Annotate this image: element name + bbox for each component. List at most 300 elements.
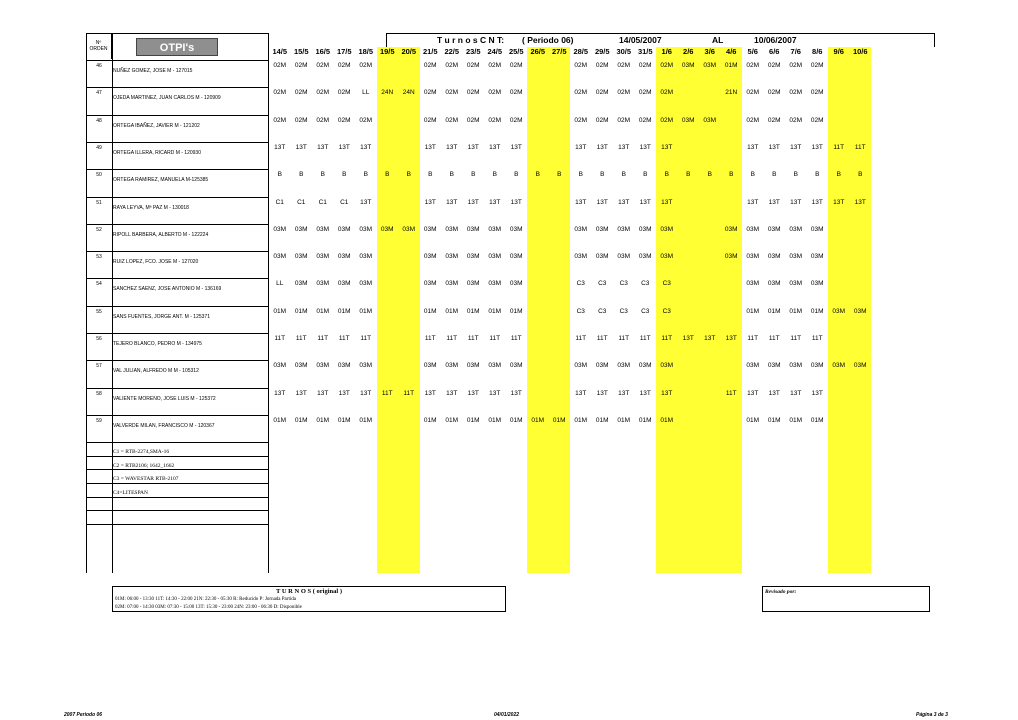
shift-cell: 02M bbox=[746, 62, 760, 69]
weekend-column bbox=[721, 47, 743, 573]
shift-cell: 02M bbox=[359, 116, 373, 124]
day-header: 18/5 bbox=[358, 47, 374, 56]
shift-cell: 11T bbox=[747, 335, 759, 342]
shift-cell: 02M bbox=[595, 89, 609, 97]
day-header: 1/6 bbox=[661, 47, 672, 56]
order-number: 53 bbox=[96, 254, 102, 261]
shift-cell: 13T bbox=[790, 198, 802, 206]
shift-cell: C3 bbox=[576, 307, 585, 315]
shift-cell: 11T bbox=[510, 335, 522, 342]
employee-name: ORTEGA IBAÑEZ, JAVIER M - 121202 bbox=[113, 122, 200, 129]
shift-cell: B bbox=[621, 171, 626, 179]
shift-cell: 02M bbox=[294, 116, 308, 124]
shift-cell: 13T bbox=[446, 143, 458, 151]
shift-cell: 01M bbox=[423, 307, 437, 315]
shift-cell: 02M bbox=[273, 116, 287, 124]
shift-cell: 03M bbox=[660, 253, 674, 261]
shift-cell: 02M bbox=[423, 116, 437, 124]
day-header: 8/6 bbox=[812, 47, 823, 56]
shift-cell: 13T bbox=[424, 389, 436, 397]
shift-cell: 01M bbox=[595, 416, 609, 424]
day-header: 25/5 bbox=[508, 47, 524, 56]
shift-cell: 02M bbox=[638, 116, 652, 124]
shift-cell: 03M bbox=[724, 225, 738, 233]
grid-line bbox=[86, 251, 268, 252]
shift-cell: 03M bbox=[509, 280, 523, 288]
shift-cell: 01M bbox=[273, 307, 287, 315]
shift-cell: 13T bbox=[338, 389, 350, 397]
shift-cell: 24N bbox=[402, 89, 415, 97]
note-line: C1 = RTB-2274,SMA-16 bbox=[113, 449, 170, 456]
shift-cell: 13T bbox=[510, 143, 522, 151]
shift-cell: LL bbox=[362, 89, 370, 97]
shift-cell: C3 bbox=[576, 280, 585, 288]
grid-line bbox=[386, 33, 934, 34]
shift-cell: 01M bbox=[509, 307, 523, 315]
shift-cell: 02M bbox=[316, 89, 330, 97]
day-header: 23/5 bbox=[465, 47, 481, 56]
shift-cell: 02M bbox=[638, 62, 652, 69]
shift-cell: 02M bbox=[316, 62, 330, 69]
grid-line bbox=[86, 224, 268, 225]
shift-cell: 13T bbox=[833, 198, 845, 206]
shift-cell: 03M bbox=[767, 253, 781, 261]
shift-cell: 03M bbox=[574, 225, 588, 233]
shift-cell: B bbox=[428, 171, 433, 179]
shift-cell: 13T bbox=[424, 143, 436, 151]
shift-cell: 03M bbox=[617, 253, 631, 261]
shift-cell: 01M bbox=[810, 307, 824, 315]
shift-cell: B bbox=[449, 171, 454, 179]
shift-cell: 03M bbox=[595, 225, 609, 233]
shift-cell: 13T bbox=[274, 143, 286, 151]
shift-cell: 03M bbox=[445, 280, 459, 288]
date-to: 10/06/2007 bbox=[754, 35, 797, 45]
shift-cell: 11T bbox=[854, 143, 866, 151]
shift-cell: 02M bbox=[466, 62, 480, 69]
day-header: 10/6 bbox=[852, 47, 868, 56]
employee-name: NUÑEZ GOMEZ, JOSE M - 127015 bbox=[113, 68, 193, 74]
shift-cell: 13T bbox=[360, 143, 372, 151]
shift-cell: 02M bbox=[810, 62, 824, 69]
shift-cell: B bbox=[342, 171, 347, 179]
shift-cell: 03M bbox=[832, 307, 846, 315]
shift-cell: 03M bbox=[423, 225, 437, 233]
shift-cell: 01M bbox=[660, 416, 674, 424]
shift-cell: 03M bbox=[466, 225, 480, 233]
day-header: 3/6 bbox=[704, 47, 715, 56]
shift-cell: 11T bbox=[317, 335, 329, 342]
shift-cell: B bbox=[643, 171, 648, 179]
shift-cell: 13T bbox=[618, 198, 630, 206]
shift-cell: 02M bbox=[488, 89, 502, 97]
shift-cell: 13T bbox=[725, 335, 737, 342]
shift-cell: 01M bbox=[789, 416, 803, 424]
shift-cell: 02M bbox=[509, 89, 523, 97]
shift-cell: 03M bbox=[638, 253, 652, 261]
legend-line-1: 01M: 06:00 - 13:30 11T: 14:30 - 22:00 21N: 22:30 - 05:30 R: Reducido P: Jornada Partida bbox=[115, 597, 296, 602]
shift-cell: 02M bbox=[273, 89, 287, 97]
weekend-column bbox=[398, 47, 420, 573]
shift-cell: 03M bbox=[337, 280, 351, 288]
grid-line bbox=[86, 469, 268, 470]
shift-cell: 11T bbox=[639, 335, 651, 342]
shift-cell: 13T bbox=[747, 143, 759, 151]
shift-cell: 01M bbox=[509, 416, 523, 424]
shift-cell: B bbox=[600, 171, 605, 179]
legend-line-2: 02M: 07:00 - 14:30 03M: 07:30 - 15:00 13T: 15:30 - 23:00 24N: 23:00 - 06:30 D: Disponible bbox=[115, 605, 302, 610]
shift-cell: 01M bbox=[359, 307, 373, 315]
shift-cell: B bbox=[535, 171, 540, 179]
shift-cell: C1 bbox=[318, 198, 327, 206]
shift-cell: 03M bbox=[445, 225, 459, 233]
shift-cell: 13T bbox=[747, 389, 759, 397]
day-header: 21/5 bbox=[422, 47, 438, 56]
shift-cell: 03M bbox=[445, 362, 459, 370]
shift-cell: 03M bbox=[832, 362, 846, 370]
shift-cell: 03M bbox=[273, 225, 287, 233]
shift-cell: 02M bbox=[423, 62, 437, 69]
shift-cell: 03M bbox=[746, 225, 760, 233]
shift-cell: 13T bbox=[596, 198, 608, 206]
shift-cell: 11T bbox=[489, 335, 501, 342]
day-header: 5/6 bbox=[747, 47, 758, 56]
shift-cell: 13T bbox=[489, 143, 501, 151]
shift-cell: B bbox=[471, 171, 476, 179]
grid-line bbox=[86, 306, 268, 307]
shift-cell: 02M bbox=[660, 62, 674, 69]
shift-cell: 02M bbox=[617, 89, 631, 97]
employee-name: RUIZ LOPEZ, FCO. JOSE M - 127020 bbox=[113, 259, 199, 266]
shift-cell: 11T bbox=[833, 143, 845, 151]
employee-name: OJEDA MARTINEZ, JUAN CARLOS M - 120909 bbox=[113, 95, 221, 102]
shift-cell: 11T bbox=[575, 335, 587, 342]
shift-cell: 13T bbox=[661, 389, 673, 397]
shift-cell: 13T bbox=[811, 198, 823, 206]
shift-cell: B bbox=[729, 171, 734, 179]
employee-name: SANCHEZ SAENZ, JOSE ANTONIO M - 136169 bbox=[113, 286, 222, 293]
shift-cell: 03M bbox=[294, 362, 308, 370]
order-number: 57 bbox=[96, 363, 102, 370]
shift-cell: 03M bbox=[359, 225, 373, 233]
shift-cell: 01M bbox=[273, 416, 287, 424]
shift-cell: 13T bbox=[682, 335, 694, 342]
shift-cell: 21N bbox=[725, 89, 738, 97]
shift-cell: 03M bbox=[810, 225, 824, 233]
shift-cell: C3 bbox=[598, 307, 607, 315]
shift-cell: 01M bbox=[423, 416, 437, 424]
shift-cell: B bbox=[750, 171, 755, 179]
shift-cell: 03M bbox=[359, 280, 373, 288]
shift-cell: B bbox=[686, 171, 691, 179]
shift-cell: 01M bbox=[466, 416, 480, 424]
shift-cell: 03M bbox=[273, 253, 287, 261]
shift-cell: B bbox=[363, 171, 368, 179]
shift-cell: 03M bbox=[810, 362, 824, 370]
shift-cell: B bbox=[385, 171, 390, 179]
weekend-column bbox=[549, 47, 571, 573]
shift-cell: 01M bbox=[574, 416, 588, 424]
shift-cell: LL bbox=[276, 280, 284, 288]
shift-cell: 03M bbox=[681, 116, 695, 124]
grid-line bbox=[86, 442, 268, 443]
shift-cell: 13T bbox=[424, 198, 436, 206]
shift-cell: 11T bbox=[618, 335, 630, 342]
shift-cell: 03M bbox=[681, 62, 695, 69]
shift-cell: 01M bbox=[617, 416, 631, 424]
employee-name: ORTEGA ILLERA, RICARD M - 120930 bbox=[113, 149, 201, 156]
employee-name: TEJERO BLANCO, PEDRO M - 134975 bbox=[113, 341, 202, 347]
shift-cell: 03M bbox=[746, 362, 760, 370]
shift-legend bbox=[112, 586, 506, 612]
shift-cell: 03M bbox=[789, 362, 803, 370]
shift-cell: 11T bbox=[790, 335, 802, 342]
shift-cell: 01M bbox=[294, 307, 308, 315]
shift-cell: 11T bbox=[661, 335, 673, 342]
shift-cell: 11T bbox=[381, 389, 393, 397]
shift-cell: 13T bbox=[446, 389, 458, 397]
shift-cell: 03M bbox=[294, 225, 308, 233]
grid-line bbox=[86, 415, 268, 416]
grid-line bbox=[934, 33, 935, 47]
shift-cell: C1 bbox=[340, 198, 349, 206]
shift-cell: 02M bbox=[273, 62, 287, 69]
employee-name: RAYA LEYVA, Mª PAZ M - 130018 bbox=[113, 204, 189, 211]
shift-cell: 13T bbox=[575, 198, 587, 206]
shift-cell: 11T bbox=[725, 389, 737, 397]
shift-cell: C3 bbox=[598, 280, 607, 288]
shift-cell: C3 bbox=[641, 307, 650, 315]
shift-cell: B bbox=[557, 171, 562, 179]
shift-cell: 03M bbox=[509, 225, 523, 233]
shift-cell: 02M bbox=[445, 62, 459, 69]
shift-cell: 02M bbox=[767, 89, 781, 97]
shift-cell: 03M bbox=[703, 62, 717, 69]
shift-cell: 02M bbox=[294, 62, 308, 69]
shift-cell: B bbox=[707, 171, 712, 179]
shift-cell: 02M bbox=[337, 116, 351, 124]
shift-cell: 03M bbox=[423, 253, 437, 261]
shift-cell: 13T bbox=[510, 389, 522, 397]
shift-cell: 03M bbox=[294, 253, 308, 261]
shift-cell: 02M bbox=[767, 62, 781, 69]
shift-cell: 02M bbox=[488, 116, 502, 124]
day-header: 6/6 bbox=[769, 47, 780, 56]
order-number: 56 bbox=[96, 336, 102, 342]
shift-cell: 03M bbox=[488, 225, 502, 233]
shift-cell: 03M bbox=[810, 280, 824, 288]
grid-line bbox=[86, 510, 268, 511]
shift-cell: 03M bbox=[273, 362, 287, 370]
shift-cell: 03M bbox=[617, 225, 631, 233]
shift-cell: 13T bbox=[467, 143, 479, 151]
shift-cell: 24N bbox=[381, 89, 394, 97]
shift-cell: 02M bbox=[660, 89, 674, 97]
shift-cell: 02M bbox=[789, 116, 803, 124]
shift-cell: 13T bbox=[747, 198, 759, 206]
shift-cell: 03M bbox=[810, 253, 824, 261]
order-label-2: ORDEN bbox=[89, 46, 108, 52]
shift-cell: 03M bbox=[595, 253, 609, 261]
shift-cell: B bbox=[492, 171, 497, 179]
shift-cell: 02M bbox=[767, 116, 781, 124]
shift-cell: 11T bbox=[768, 335, 780, 342]
shift-cell: 01M bbox=[810, 416, 824, 424]
shift-cell: 13T bbox=[360, 389, 372, 397]
shift-cell: 13T bbox=[768, 198, 780, 206]
day-header: 31/5 bbox=[637, 47, 653, 56]
shift-cell: 01M bbox=[789, 307, 803, 315]
shift-cell: 13T bbox=[360, 198, 372, 206]
order-number: 54 bbox=[96, 281, 102, 288]
shift-cell: 11T bbox=[811, 335, 823, 342]
shift-cell: 01M bbox=[767, 416, 781, 424]
weekend-column bbox=[678, 47, 700, 573]
shift-cell: 13T bbox=[639, 389, 651, 397]
shift-cell: 03M bbox=[853, 307, 867, 315]
shift-cell: 01M bbox=[316, 307, 330, 315]
order-number: 51 bbox=[96, 199, 102, 206]
shift-cell: 03M bbox=[638, 362, 652, 370]
shift-cell: 01M bbox=[746, 416, 760, 424]
grid-line bbox=[86, 278, 268, 279]
shift-cell: 03M bbox=[337, 225, 351, 233]
shift-cell: 13T bbox=[854, 198, 866, 206]
legend-title: T U R N O S ( original ) bbox=[276, 588, 342, 595]
shift-cell: 13T bbox=[596, 143, 608, 151]
employee-name: VAL JULIAN, ALFREDO M M - 105312 bbox=[113, 368, 199, 375]
shift-cell: 03M bbox=[316, 280, 330, 288]
day-header: 7/6 bbox=[790, 47, 801, 56]
day-header: 20/5 bbox=[401, 47, 417, 56]
employee-name: VALVERDE MILAN, FRANCISCO M - 120367 bbox=[113, 422, 215, 429]
footer-left: 2007 Periodo 06 bbox=[64, 712, 103, 718]
day-header: 4/6 bbox=[726, 47, 737, 56]
day-header: 29/5 bbox=[594, 47, 610, 56]
order-number: 50 bbox=[96, 172, 102, 179]
day-header: 22/5 bbox=[444, 47, 460, 56]
shift-cell: 02M bbox=[574, 89, 588, 97]
order-number: 49 bbox=[96, 144, 102, 151]
shift-cell: 03M bbox=[380, 225, 394, 233]
shift-cell: 03M bbox=[746, 253, 760, 261]
shift-cell: 01M bbox=[552, 416, 566, 424]
shift-cell: 02M bbox=[638, 89, 652, 97]
shift-cell: B bbox=[815, 171, 820, 179]
shift-cell: 03M bbox=[789, 253, 803, 261]
grid-line bbox=[86, 115, 268, 116]
shift-cell: 13T bbox=[295, 143, 307, 151]
grid-line bbox=[386, 33, 387, 47]
shift-cell: B bbox=[793, 171, 798, 179]
shift-cell: 13T bbox=[338, 143, 350, 151]
note-line: C4=LITESPAN bbox=[113, 490, 148, 496]
employee-name: VALIENTE MORENO, JOSE LUIS M - 125372 bbox=[113, 395, 216, 402]
shift-cell: 03M bbox=[574, 253, 588, 261]
shift-cell: 13T bbox=[618, 389, 630, 397]
shift-cell: 02M bbox=[445, 116, 459, 124]
shift-cell: 13T bbox=[639, 143, 651, 151]
shift-cell: 01M bbox=[294, 416, 308, 424]
shift-cell: 03M bbox=[617, 362, 631, 370]
shift-cell: 13T bbox=[489, 389, 501, 397]
shift-cell: 01M bbox=[724, 62, 738, 69]
shift-cell: 02M bbox=[810, 89, 824, 97]
shift-cell: C3 bbox=[641, 280, 650, 288]
shift-cell: B bbox=[578, 171, 583, 179]
shift-cell: 01M bbox=[337, 307, 351, 315]
shift-cell: 03M bbox=[316, 225, 330, 233]
shift-cell: 03M bbox=[789, 280, 803, 288]
shift-cell: 11T bbox=[338, 335, 350, 342]
shift-cell: 03M bbox=[359, 362, 373, 370]
shift-cell: 01M bbox=[337, 416, 351, 424]
note-line: C3 = WAVESTAR RTB-2107 bbox=[113, 476, 179, 483]
otpi-badge: OTPI's bbox=[136, 38, 218, 56]
shift-cell: 03M bbox=[767, 280, 781, 288]
shift-cell: 03M bbox=[445, 253, 459, 261]
shift-cell: 13T bbox=[295, 389, 307, 397]
order-number: 59 bbox=[96, 417, 102, 424]
shift-cell: 13T bbox=[575, 143, 587, 151]
shift-cell: 02M bbox=[509, 62, 523, 69]
grid-line bbox=[86, 87, 268, 88]
shift-cell: 03M bbox=[337, 253, 351, 261]
shift-cell: 01M bbox=[488, 307, 502, 315]
shift-cell: 02M bbox=[359, 62, 373, 69]
shift-cell: B bbox=[772, 171, 777, 179]
shift-cell: 13T bbox=[510, 198, 522, 206]
shift-cell: 13T bbox=[639, 198, 651, 206]
day-header: 24/5 bbox=[487, 47, 503, 56]
day-header: 30/5 bbox=[616, 47, 632, 56]
shift-cell: 13T bbox=[317, 143, 329, 151]
grid-line bbox=[86, 142, 268, 143]
shift-cell: 13T bbox=[790, 143, 802, 151]
order-number: 55 bbox=[96, 308, 102, 315]
order-label-1: Nº bbox=[95, 40, 102, 46]
shift-cell: 03M bbox=[488, 253, 502, 261]
grid-line bbox=[268, 33, 269, 573]
shift-cell: B bbox=[277, 171, 282, 179]
shift-cell: B bbox=[320, 171, 325, 179]
day-header: 2/6 bbox=[683, 47, 694, 56]
shift-cell: 02M bbox=[617, 116, 631, 124]
grid-line bbox=[86, 524, 268, 525]
grid-line bbox=[86, 360, 268, 361]
shift-cell: B bbox=[514, 171, 519, 179]
shift-cell: 02M bbox=[617, 62, 631, 69]
shift-cell: 03M bbox=[423, 362, 437, 370]
order-number: 47 bbox=[96, 90, 102, 97]
shift-cell: 03M bbox=[337, 362, 351, 370]
shift-cell: 02M bbox=[789, 89, 803, 97]
shift-cell: C3 bbox=[619, 280, 628, 288]
shift-cell: 02M bbox=[466, 116, 480, 124]
day-header: 16/5 bbox=[315, 47, 331, 56]
shift-cell: 11T bbox=[403, 389, 415, 397]
revisado-box: Revisado por: bbox=[762, 586, 930, 612]
weekend-column bbox=[377, 47, 399, 573]
shift-cell: 13T bbox=[768, 389, 780, 397]
grid-line bbox=[86, 456, 268, 457]
shift-cell: 03M bbox=[402, 225, 416, 233]
order-number: 58 bbox=[96, 390, 102, 397]
shift-cell: 01M bbox=[488, 416, 502, 424]
shift-cell: 13T bbox=[768, 143, 780, 151]
weekend-column bbox=[527, 47, 549, 573]
shift-cell: 13T bbox=[661, 143, 673, 151]
